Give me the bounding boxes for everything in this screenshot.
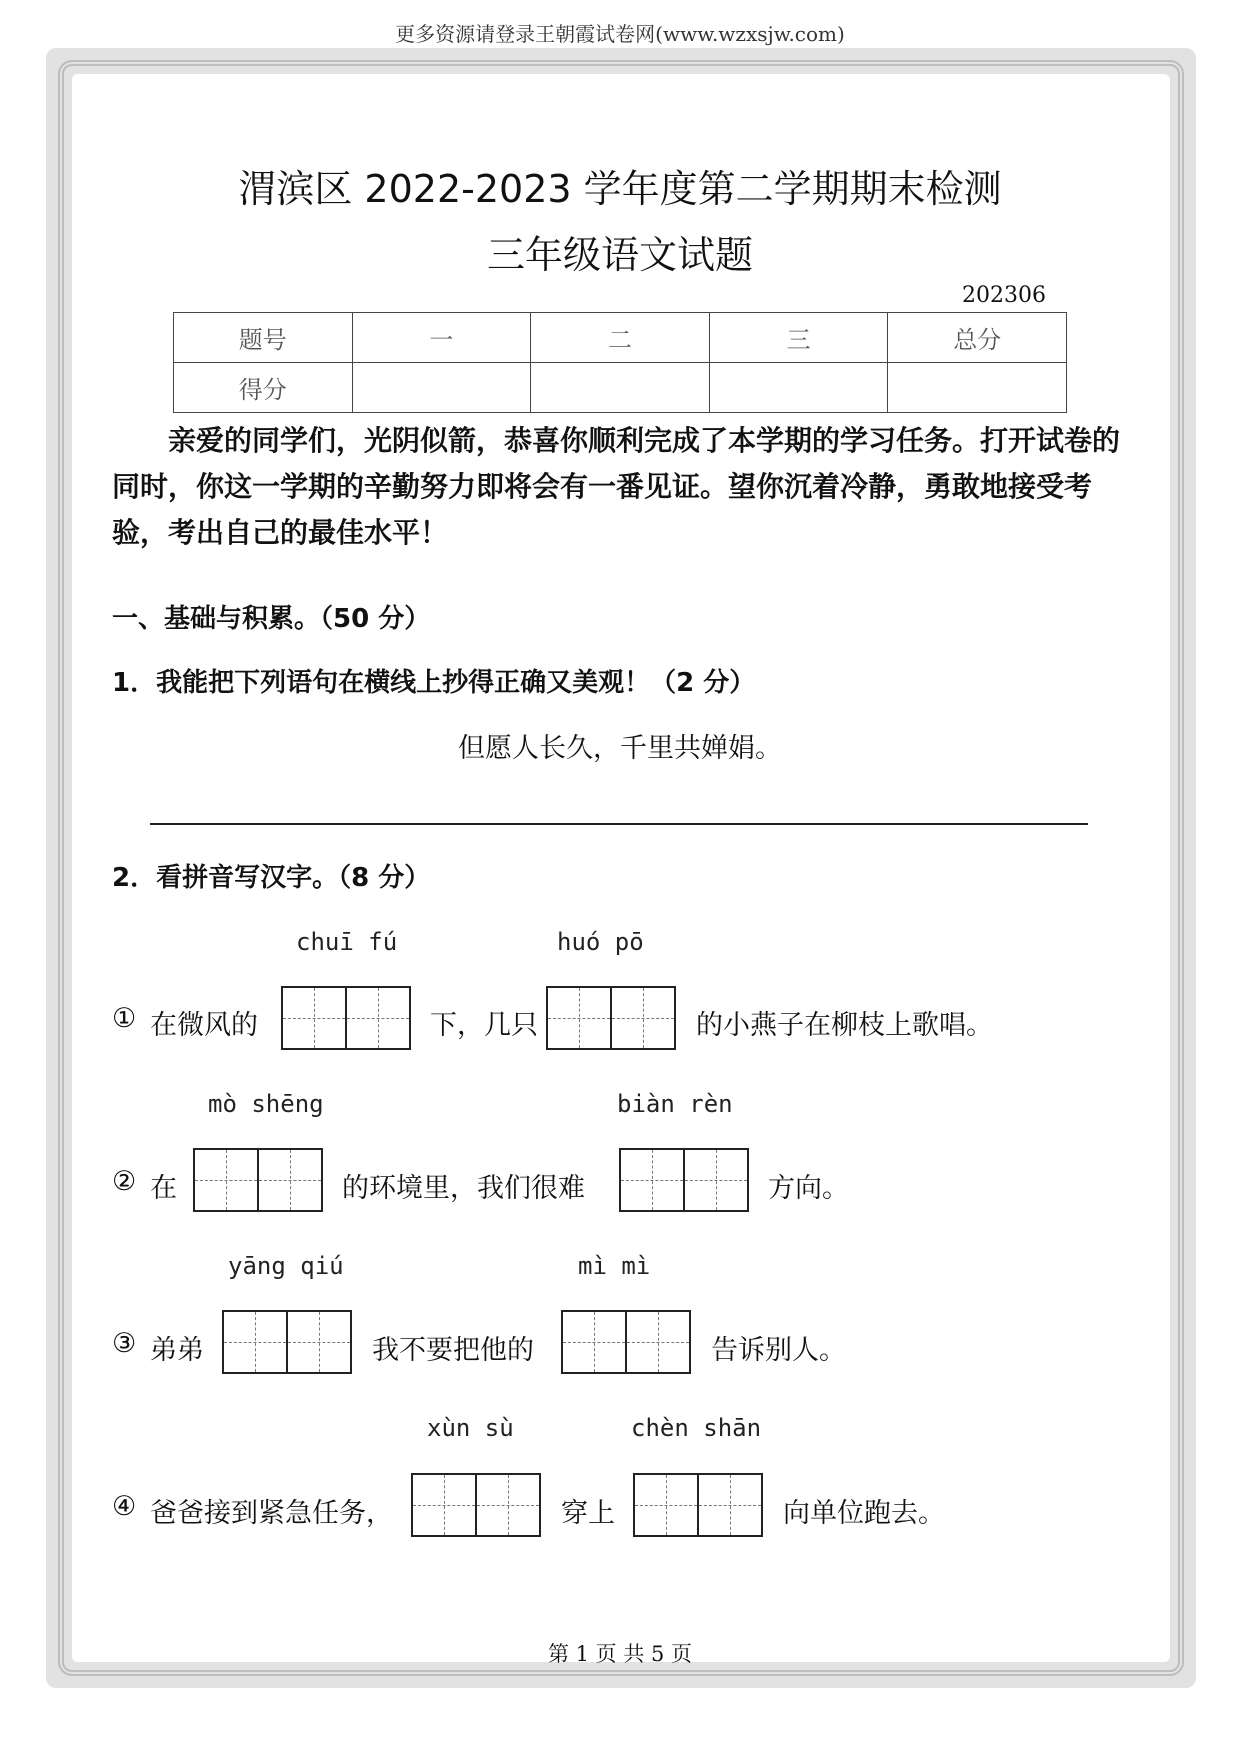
pinyin-label: chèn shān [631, 1414, 762, 1442]
question-1-title: 1．我能把下列语句在横线上抄得正确又美观！（2 分） [112, 668, 756, 698]
score-table-score-row [174, 363, 1067, 413]
score-header-cell: 总分 [888, 313, 1067, 363]
item-number: ② [112, 1166, 137, 1197]
pinyin-label: mì mì [578, 1252, 651, 1280]
score-blank-cell[interactable] [531, 363, 710, 413]
character-writing-grid[interactable] [633, 1473, 763, 1537]
pinyin-label: yāng qiú [228, 1252, 344, 1280]
pinyin-label: biàn rèn [617, 1090, 733, 1118]
section-1-heading: 一、基础与积累。（50 分） [112, 604, 431, 634]
sentence-part: 在 [150, 1173, 177, 1204]
sentence-part: 爸爸接到紧急任务， [150, 1498, 393, 1529]
character-writing-grid[interactable] [619, 1148, 749, 1212]
score-blank-cell[interactable] [888, 363, 1067, 413]
copy-answer-line[interactable] [150, 823, 1088, 825]
sentence-part: 下，几只 [430, 1010, 538, 1041]
item-number: ④ [112, 1491, 137, 1522]
pinyin-label: huó pō [557, 928, 644, 956]
pinyin-label: chuī fú [296, 928, 398, 956]
pinyin-label: xùn sù [427, 1414, 514, 1442]
score-header-cell: 题号 [174, 313, 353, 363]
character-writing-grid[interactable] [546, 986, 676, 1050]
question-1-sentence: 但愿人长久，千里共婵娟。 [458, 733, 782, 764]
exam-code: 202306 [962, 283, 1046, 308]
sentence-part: 在微风的 [150, 1010, 258, 1041]
item-number: ① [112, 1003, 137, 1034]
sentence-part: 的环境里，我们很难 [342, 1173, 585, 1204]
sentence-part: 方向。 [768, 1173, 849, 1204]
intro-paragraph: 亲爱的同学们，光阴似箭，恭喜你顺利完成了本学期的学习任务。打开试卷的同时，你这一学期的辛勤努力即将会有一番见证。望你沉着冷静，勇敢地接受考验，考出自己的最佳水平！ [112, 424, 1121, 549]
sentence-part: 的小燕子在柳枝上歌唱。 [696, 1010, 993, 1041]
score-row-label: 得分 [174, 363, 353, 413]
character-writing-grid[interactable] [222, 1310, 352, 1374]
sentence-part: 告诉别人。 [711, 1335, 846, 1366]
score-blank-cell[interactable] [352, 363, 531, 413]
exam-subtitle: 三年级语文试题 [486, 233, 753, 277]
header-note: 更多资源请登录王朝霞试卷网(www.wzxsjw.com) [395, 22, 845, 46]
character-writing-grid[interactable] [281, 986, 411, 1050]
score-header-cell: 三 [709, 313, 888, 363]
question-2-title: 2．看拼音写汉字。（8 分） [112, 863, 431, 893]
item-number: ③ [112, 1328, 137, 1359]
character-writing-grid[interactable] [193, 1148, 323, 1212]
score-blank-cell[interactable] [709, 363, 888, 413]
page-footer: 第 1 页 共 5 页 [547, 1642, 693, 1666]
sentence-part: 穿上 [561, 1498, 615, 1529]
score-table [173, 312, 1067, 413]
character-writing-grid[interactable] [561, 1310, 691, 1374]
character-writing-grid[interactable] [411, 1473, 541, 1537]
score-table-header-row [174, 313, 1067, 363]
score-header-cell: 一 [352, 313, 531, 363]
exam-title: 渭滨区 2022-2023 学年度第二学期期末检测 [238, 167, 1002, 211]
pinyin-label: mò shēng [208, 1090, 324, 1118]
sentence-part: 弟弟 [150, 1335, 204, 1366]
sentence-part: 向单位跑去。 [783, 1498, 945, 1529]
score-header-cell: 二 [531, 313, 710, 363]
sentence-part: 我不要把他的 [372, 1335, 534, 1366]
